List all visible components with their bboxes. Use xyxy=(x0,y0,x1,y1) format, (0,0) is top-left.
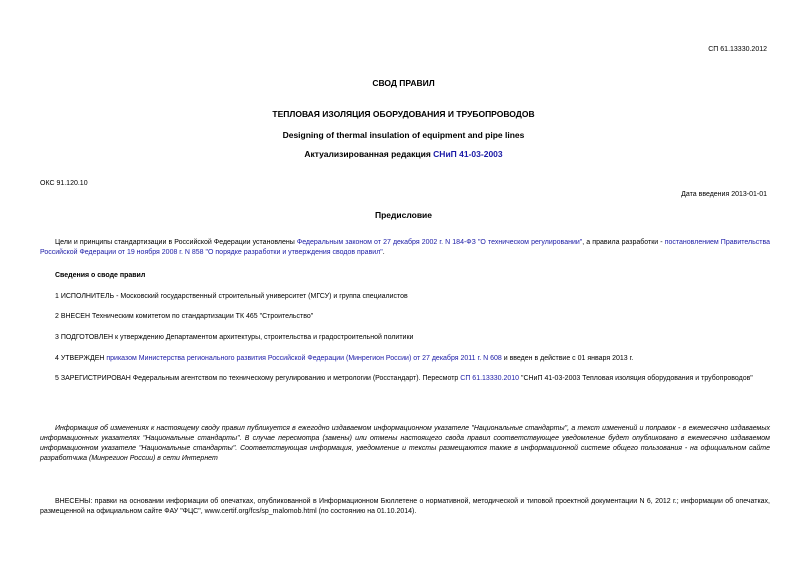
english-title: Designing of thermal insulation of equipment and pipe lines xyxy=(282,130,525,140)
government-decree-link[interactable]: постановлением Правительства Российской Федерации от 19 ноября 2008 г. N 858 "О порядке разработки и утверждения сводов правил" xyxy=(40,239,770,256)
doc-type-title: СВОД ПРАВИЛ xyxy=(372,78,435,88)
item-1-executor: 1 ИСПОЛНИТЕЛЬ - Московский государственный строительный университет (МГСУ) и группа специалистов xyxy=(55,293,408,300)
intro-paragraph xyxy=(40,238,770,258)
oks-code: ОКС 91.120.10 xyxy=(40,180,88,187)
edition-prefix: Актуализированная редакция xyxy=(304,149,434,159)
item-3-prepared: 3 ПОДГОТОВЛЕН к утверждению Департаментом архитектуры, строительства и градостроительной политики xyxy=(55,334,414,341)
preface-heading: Предисловие xyxy=(374,210,433,220)
document-code: СП 61.13330.2012 xyxy=(708,46,767,53)
changes-notice: Информация об изменениях к настоящему своду правил публикуется в ежегодно издаваемом информационном указателе "Национальные стандарты", а текст изменений и поправок - в ежемесячно издаваемых информационных указателях "Национальные стандарты". В случае пересмотра (замены) или отмены настоящего свода правил соответствующее уведомление будет опубликовано в ежемесячно издаваемом информационном указателе "Национальные стандарты". Соответствующая информация, уведомление и тексты размещаются также в информационной системе общего пользования - на официальном сайте разработчика (Минрегион России) в сети Интернет xyxy=(40,425,770,462)
item-5-text-2: "СНиП 41-03-2003 Тепловая изоляция оборудования и трубопроводов" xyxy=(519,375,753,382)
document-title: ТЕПЛОВАЯ ИЗОЛЯЦИЯ ОБОРУДОВАНИЯ И ТРУБОПРОВОДОВ xyxy=(272,109,535,119)
edition-line xyxy=(0,149,807,159)
item-4-text-1: 4 УТВЕРЖДЕН xyxy=(55,355,107,362)
item-2-introduced: 2 ВНЕСЕН Техническим комитетом по стандартизации ТК 465 "Строительство" xyxy=(55,313,314,320)
intro-text-2: , а правила разработки - xyxy=(582,239,665,246)
intro-text-1: Цели и принципы стандартизации в Российской Федерации установлены xyxy=(55,239,297,246)
snip-link[interactable]: СНиП 41-03-2003 xyxy=(433,149,503,159)
errata-note: ВНЕСЕНЫ: правки на основании информации об опечатках, опубликованной в Информационном Бюллетене о нормативной, методической и типовой проектной документации N 6, 2012 г.; информации об опечатках, размещенной на официальном сайте ФАУ "ФЦС", www.certif.org/fcs/sp_malomob.html (по состоянию на 01.10.2014). xyxy=(40,498,770,515)
federal-law-link[interactable]: Федеральным законом от 27 декабря 2002 г. N 184-ФЗ "О техническом регулировании" xyxy=(296,239,583,246)
item-4-text-2: и введен в действие с 01 января 2013 г. xyxy=(501,355,634,362)
item-5-text-1: 5 ЗАРЕГИСТРИРОВАН Федеральным агентством по техническому регулированию и метрологии (Росстандарт). Пересмотр xyxy=(55,375,461,382)
item-5-registered xyxy=(40,374,770,384)
item-4-approved xyxy=(40,354,770,364)
info-heading: Сведения о своде правил xyxy=(55,272,146,279)
sp-2010-link[interactable]: СП 61.13330.2010 xyxy=(460,375,520,382)
intro-text-3: . xyxy=(382,249,385,256)
introduction-date: Дата введения 2013-01-01 xyxy=(681,191,767,198)
ministry-order-link[interactable]: приказом Министерства регионального развития Российской Федерации (Минрегион России) от 27 декабря 2011 г. N 608 xyxy=(106,355,502,362)
